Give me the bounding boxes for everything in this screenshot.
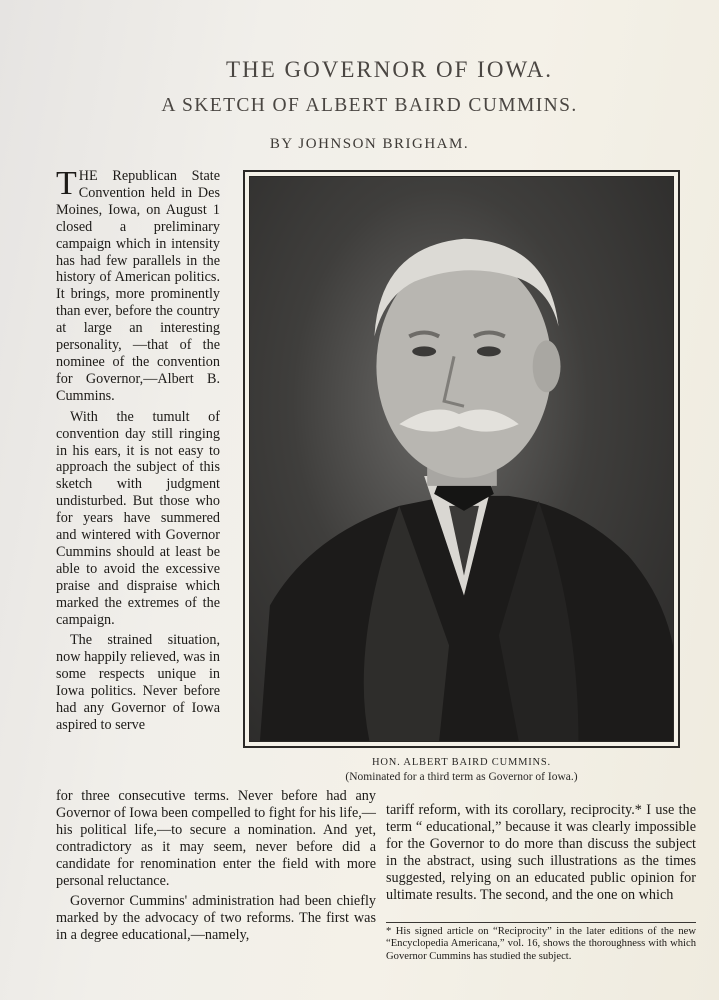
paragraph-2: With the tumult of convention day still ringing in his ears, it is not easy to approach the subject of this sketch with judgment undisturbed. But those who for years have summered and wintered with Governor Cummins should at least be able to avoid the excessive praise and dispraise which marked the extremes of the campaign. <box>56 408 220 628</box>
portrait-frame <box>243 170 680 748</box>
drop-cap: T <box>56 165 77 202</box>
paragraph-4: Governor Cummins' administration had been chiefly marked by the advocacy of two reforms. The first was in a degree educational,—namely, <box>56 893 376 944</box>
portrait-photo <box>249 176 674 742</box>
paragraph-right: tariff reform, with its corollary, reciprocity.* I use the term “ educational,” because it was clearly impossible for the Governor to do more than discuss the subject in the abstract, using such illustrations as the times suggested, relying on an educated public opinion for ultimate results. The second, and the one on which <box>386 802 696 903</box>
figure-caption-note: (Nominated for a third term as Governor of Iowa.) <box>345 771 578 783</box>
paragraph-3-start: The strained situation, now happily relieved, was in some respects unique in Iowa politics. Never before had any Governor of Iowa aspired to serve <box>56 632 220 733</box>
paragraph-1 <box>56 165 220 405</box>
article-title: THE GOVERNOR OF IOWA. <box>226 57 553 82</box>
lower-left-column <box>56 788 376 948</box>
paragraph-1-text: HE Republican State Convention held in Des Moines, Iowa, on August 1 closed a preliminary campaign which in intensity has had few parallels in the history of American politics. It brings, more prominently than ever, before the country at large an interesting personality, —that of the nominee of the convention for Governor,—Albert B. Cummins. <box>56 168 220 404</box>
article-byline: BY JOHNSON BRIGHAM. <box>269 136 470 152</box>
portrait-illustration <box>250 177 673 741</box>
footnote: * His signed article on “Reciprocity” in the later editions of the new “Encyclopedia Americana,” vol. 16, shows the thoroughness with which Governor Cummins has studied the subject. <box>386 922 696 963</box>
lower-right-column <box>386 802 696 903</box>
narrow-text-column <box>56 165 220 738</box>
article-subtitle: A SKETCH OF ALBERT BAIRD CUMMINS. <box>161 95 578 116</box>
figure-caption-name: HON. ALBERT BAIRD CUMMINS. <box>372 757 551 768</box>
paragraph-3-continued: for three consecutive terms. Never before had any Governor of Iowa been compelled to fight for his life,—his political life,—to secure a nomination. And yet, contradictory as it may seem, never before did a candidate for renomination enter the field with more personal reluctance. <box>56 788 376 889</box>
